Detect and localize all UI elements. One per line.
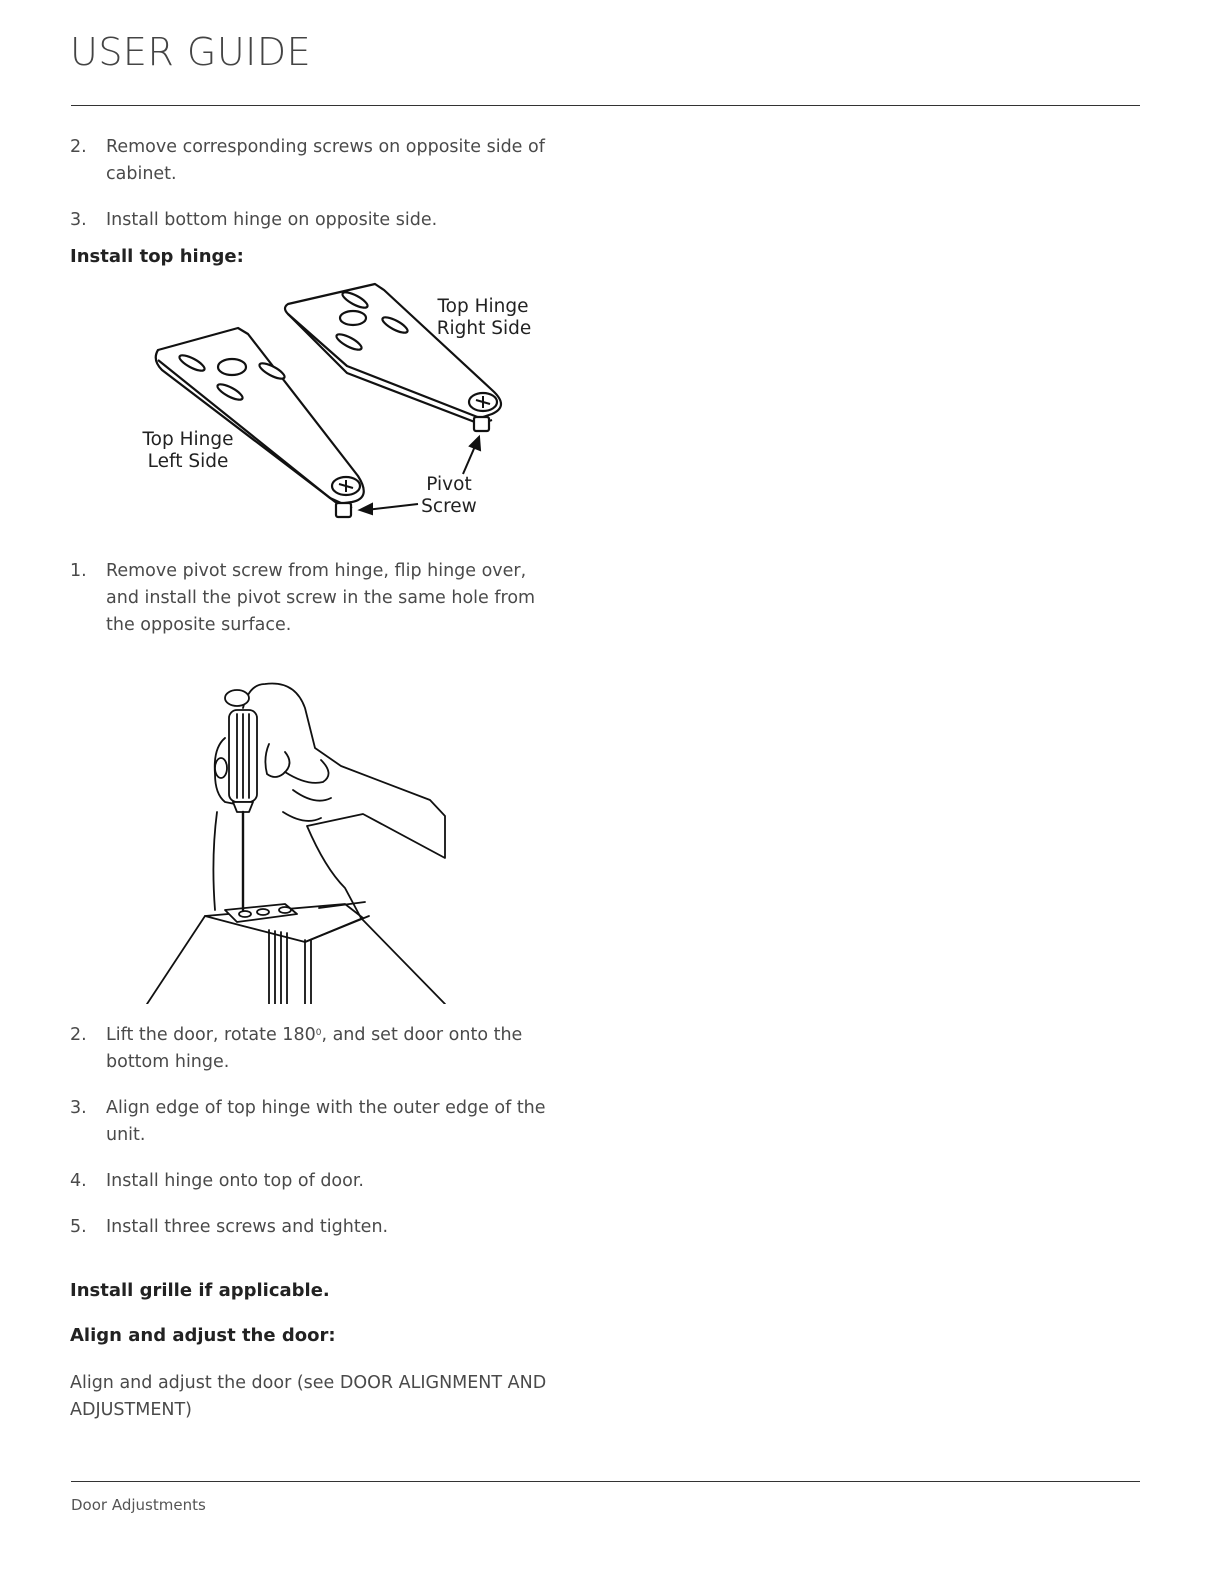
step-text: Remove corresponding screws on opposite side of cabinet. [106,137,545,184]
list-item [70,1214,560,1241]
page-title: USER GUIDE [70,30,312,74]
label-top-hinge-left: Top Hinge [142,429,234,450]
footer-divider [71,1481,1140,1482]
footer-section-title: Door Adjustments [71,1496,206,1514]
list-item [70,207,560,234]
step-text: Align edge of top hinge with the outer edge of the unit. [106,1098,546,1145]
step-number: 2. [70,137,87,157]
section-heading-top-hinge: Install top hinge: [70,246,244,267]
step-number: 5. [70,1217,87,1237]
label-screw: Screw [421,496,477,517]
step-number: 2. [70,1025,87,1045]
list-item [70,1022,560,1076]
label-pivot: Pivot [426,474,472,495]
label-top-hinge-right: Top Hinge [437,296,529,317]
step-text [106,1022,560,1076]
step-text: Remove pivot screw from hinge, flip hinge over, and install the pivot screw in the same hole from the opposite surface. [106,561,536,635]
align-paragraph: Align and adjust the door (see DOOR ALIGNMENT AND ADJUSTMENT) [70,1373,547,1420]
step-number: 4. [70,1171,87,1191]
step-number: 3. [70,210,87,230]
degree-superscript: 0 [315,1028,322,1038]
step-text: Install hinge onto top of door. [106,1171,364,1191]
screwdriver-illustration [145,678,450,1004]
step-text-part: Lift the door, rotate 180 [106,1025,316,1045]
step-text: Install three screws and tighten. [106,1217,389,1237]
section-heading-align: Align and adjust the door: [70,1325,336,1346]
section-heading-grille: Install grille if applicable. [70,1280,330,1301]
step-text: Install bottom hinge on opposite side. [106,210,438,230]
header-divider [71,105,1140,106]
list-item [70,1168,560,1195]
label-right-side: Right Side [436,318,532,339]
list-item [70,558,560,639]
step-text-part: , and set door onto the bottom hinge. [106,1025,523,1072]
step-number: 3. [70,1098,87,1118]
list-item [70,134,560,188]
list-item [70,1095,560,1149]
label-left-side: Left Side [147,451,229,472]
step-number: 1. [70,561,87,581]
hinge-diagram [120,278,560,528]
